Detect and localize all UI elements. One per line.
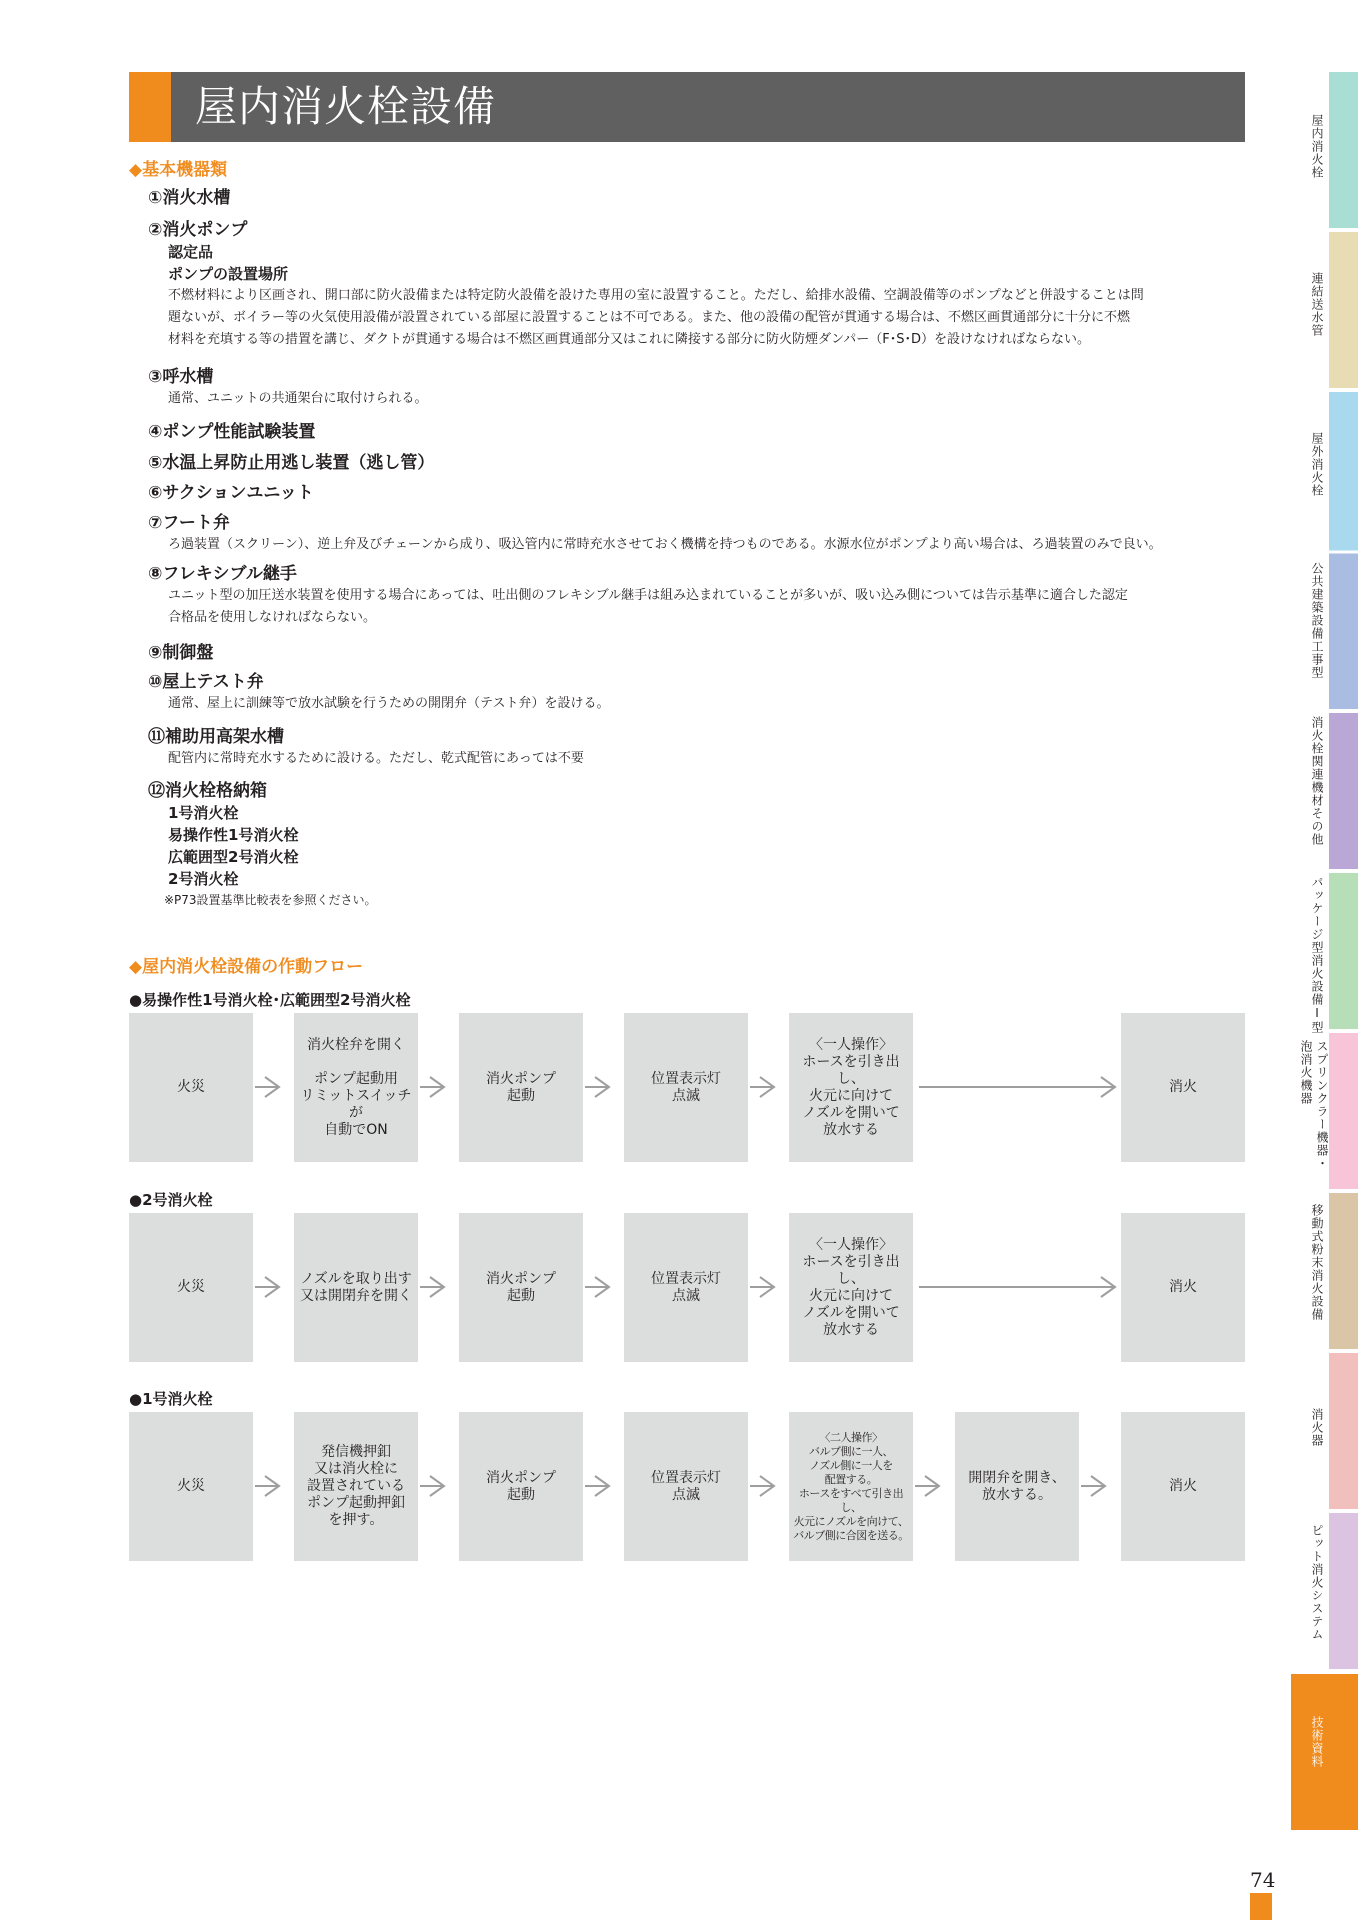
item-heading: ③呼水槽 bbox=[148, 367, 214, 387]
tab-label[interactable]: 消火栓関連機材その他 bbox=[1310, 716, 1324, 846]
chevron-right-icon bbox=[253, 1069, 289, 1105]
item-subheading: 1号消火栓 bbox=[168, 804, 239, 822]
item-body: 通常、屋上に訓練等で放水試験を行うための開閉弁（テスト弁）を設ける。 bbox=[168, 696, 610, 711]
item-heading: ⑫消火栓格納箱 bbox=[148, 781, 267, 801]
chevron-right-icon bbox=[583, 1468, 619, 1504]
flow-step: 消火 bbox=[1121, 1013, 1245, 1162]
chevron-right-icon bbox=[418, 1269, 454, 1305]
list-item bbox=[148, 671, 1248, 715]
chevron-right-icon bbox=[418, 1468, 454, 1504]
list-item bbox=[148, 482, 1248, 504]
flow-step: 消火 bbox=[1121, 1213, 1245, 1362]
title-accent bbox=[129, 72, 171, 142]
flow-row bbox=[129, 1013, 1245, 1162]
item-body: 合格品を使用しなければならない。 bbox=[168, 610, 377, 625]
item-note: ※P73設置基準比較表を参照ください。 bbox=[164, 893, 377, 907]
tab-label[interactable]: 屋外消火栓 bbox=[1310, 432, 1324, 497]
flow-step: 開閉弁を開き、 放水する。 bbox=[955, 1412, 1079, 1561]
page-number: 74 bbox=[1250, 1868, 1276, 1892]
tab-color-bar[interactable] bbox=[1329, 1353, 1358, 1509]
item-heading: ⑦フート弁 bbox=[148, 513, 230, 533]
flow-step: 消火ポンプ 起動 bbox=[459, 1213, 583, 1362]
section-heading-flow: ◆屋内消火栓設備の作動フロー bbox=[129, 957, 364, 977]
tab-color-bar[interactable] bbox=[1329, 873, 1358, 1029]
flow-step: 〈一人操作〉 ホースを引き出し、 火元に向けて ノズルを開いて 放水する bbox=[789, 1213, 913, 1362]
item-heading: ⑨制御盤 bbox=[148, 643, 214, 663]
chevron-right-icon bbox=[913, 1468, 949, 1504]
list-item bbox=[148, 642, 1248, 664]
tab-label[interactable]: スプリンクラー機器・ 泡消火機器 bbox=[1299, 1040, 1329, 1170]
tab-label[interactable]: 消火器 bbox=[1310, 1408, 1324, 1447]
flow-step: 位置表示灯 点滅 bbox=[624, 1412, 748, 1561]
item-heading: ⑩屋上テスト弁 bbox=[148, 672, 264, 692]
item-heading: ①消火水槽 bbox=[148, 188, 231, 208]
item-heading: ⑤水温上昇防止用逃し装置（逃し管） bbox=[148, 453, 435, 473]
item-subheading: 易操作性1号消火栓 bbox=[168, 826, 299, 844]
flow-step: 火災 bbox=[129, 1412, 253, 1561]
tab-color-bar[interactable] bbox=[1329, 1033, 1358, 1189]
flow-step: 発信機押釦 又は消火栓に 設置されている ポンプ起動押釦 を押す。 bbox=[294, 1412, 418, 1561]
flow-row bbox=[129, 1213, 1245, 1362]
chevron-right-icon bbox=[748, 1069, 784, 1105]
item-subheading: ポンプの設置場所 bbox=[168, 265, 289, 283]
flow-step: 消火ポンプ 起動 bbox=[459, 1013, 583, 1162]
item-body: ユニット型の加圧送水装置を使用する場合にあっては、吐出側のフレキシブル継手は組み込まれていることが多いが、吸い込み側については告示基準に適合した認定 bbox=[168, 588, 1128, 603]
tab-color-bar[interactable] bbox=[1329, 232, 1358, 388]
flow-step: 位置表示灯 点滅 bbox=[624, 1213, 748, 1362]
chevron-right-icon bbox=[253, 1468, 289, 1504]
item-body: 不燃材料により区画され、開口部に防火設備または特定防火設備を設けた専用の室に設置すること。ただし、給排水設備、空調設備等のポンプなどと併設することは問 bbox=[168, 288, 1144, 303]
flow-title: ●1号消火栓 bbox=[129, 1390, 213, 1408]
flow-title: ●2号消火栓 bbox=[129, 1191, 213, 1209]
flow-step: 位置表示灯 点滅 bbox=[624, 1013, 748, 1162]
tab-label-active[interactable]: 技術資料 bbox=[1310, 1716, 1324, 1768]
chevron-right-icon bbox=[253, 1269, 289, 1305]
flow-step: 〈一人操作〉 ホースを引き出し、 火元に向けて ノズルを開いて 放水する bbox=[789, 1013, 913, 1162]
list-item bbox=[148, 187, 1248, 209]
list-item bbox=[148, 563, 1248, 629]
tab-color-bar[interactable] bbox=[1329, 1513, 1358, 1669]
item-body: 通常、ユニットの共通架台に取付けられる。 bbox=[168, 391, 428, 406]
chevron-right-icon bbox=[748, 1468, 784, 1504]
tab-color-bar[interactable] bbox=[1329, 713, 1358, 869]
list-item bbox=[148, 512, 1248, 556]
page-title: 屋内消火栓設備 bbox=[195, 82, 497, 131]
flow-step: 消火ポンプ 起動 bbox=[459, 1412, 583, 1561]
tab-label[interactable]: ピット消火システム bbox=[1310, 1524, 1324, 1641]
item-body: 題ないが、ボイラー等の火気使用設備が設置されている部屋に設置することは不可である。また、他の設備の配管が貫通する場合は、不燃区画貫通部分に十分に不燃 bbox=[168, 310, 1131, 325]
arrow-right-icon bbox=[919, 1269, 1119, 1305]
chevron-right-icon bbox=[418, 1069, 454, 1105]
item-heading: ⑪補助用高架水槽 bbox=[148, 727, 284, 747]
item-subheading: 広範囲型2号消火栓 bbox=[168, 848, 299, 866]
flow-step: ノズルを取り出す 又は開閉弁を開く bbox=[294, 1213, 418, 1362]
item-subheading: 2号消火栓 bbox=[168, 870, 239, 888]
chevron-right-icon bbox=[583, 1269, 619, 1305]
chevron-right-icon bbox=[583, 1069, 619, 1105]
section-heading-equipment: ◆基本機器類 bbox=[129, 160, 228, 180]
tab-label[interactable]: 屋内消火栓 bbox=[1310, 114, 1324, 179]
list-item bbox=[148, 726, 1248, 770]
title-bar bbox=[129, 72, 1245, 142]
chevron-right-icon bbox=[1079, 1468, 1115, 1504]
flow-step: 消火栓弁を開く ポンプ起動用 リミットスイッチが 自動でON bbox=[294, 1013, 418, 1162]
tab-label[interactable]: 公共建築設備工事型 bbox=[1310, 562, 1324, 679]
item-heading: ④ポンプ性能試験装置 bbox=[148, 422, 316, 442]
item-body: 配管内に常時充水するために設ける。ただし、乾式配管にあっては不要 bbox=[168, 751, 584, 766]
flow-row bbox=[129, 1412, 1245, 1561]
tab-label[interactable]: パッケージ型消火設備Ⅰ型 bbox=[1310, 876, 1324, 1034]
list-item bbox=[148, 780, 1248, 910]
flow-title: ●易操作性1号消火栓･広範囲型2号消火栓 bbox=[129, 991, 411, 1009]
list-item bbox=[148, 366, 1248, 410]
flow-step: 火災 bbox=[129, 1213, 253, 1362]
chevron-right-icon bbox=[748, 1269, 784, 1305]
item-heading: ②消火ポンプ bbox=[148, 220, 248, 240]
tab-color-bar[interactable] bbox=[1329, 392, 1358, 709]
flow-step: 消火 bbox=[1121, 1412, 1245, 1561]
item-heading: ⑥サクションユニット bbox=[148, 483, 314, 503]
flow-step: 火災 bbox=[129, 1013, 253, 1162]
item-body: 材料を充填する等の措置を講じ、ダクトが貫通する場合は不燃区画貫通部分又はこれに隣接する部分に防火防煙ダンパー（F･S･D）を設けなければならない。 bbox=[168, 332, 1090, 347]
item-heading: ⑧フレキシブル継手 bbox=[148, 564, 297, 584]
tab-label[interactable]: 連結送水管 bbox=[1310, 272, 1324, 337]
tab-color-bar[interactable] bbox=[1329, 1193, 1358, 1349]
flow-step: 〈二人操作〉 バルブ側に一人、 ノズル側に一人を 配置する。 ホースをすべて引き出し、 火元にノズルを向けて、 バルブ側に合図を送る。 bbox=[789, 1412, 913, 1561]
list-item bbox=[148, 421, 1248, 443]
item-subheading: 認定品 bbox=[168, 243, 214, 261]
list-item bbox=[148, 219, 1248, 351]
list-item bbox=[148, 452, 1248, 474]
page-number-bar bbox=[1250, 1893, 1272, 1920]
item-body: ろ過装置（スクリーン）、逆上弁及びチェーンから成り、吸込管内に常時充水させておく機構を持つものである。水源水位がポンプより高い場合は、ろ過装置のみで良い。 bbox=[168, 537, 1162, 552]
arrow-right-icon bbox=[919, 1069, 1119, 1105]
tab-color-bar[interactable] bbox=[1329, 72, 1358, 228]
tab-label[interactable]: 移動式粉末消火設備 bbox=[1310, 1204, 1324, 1321]
